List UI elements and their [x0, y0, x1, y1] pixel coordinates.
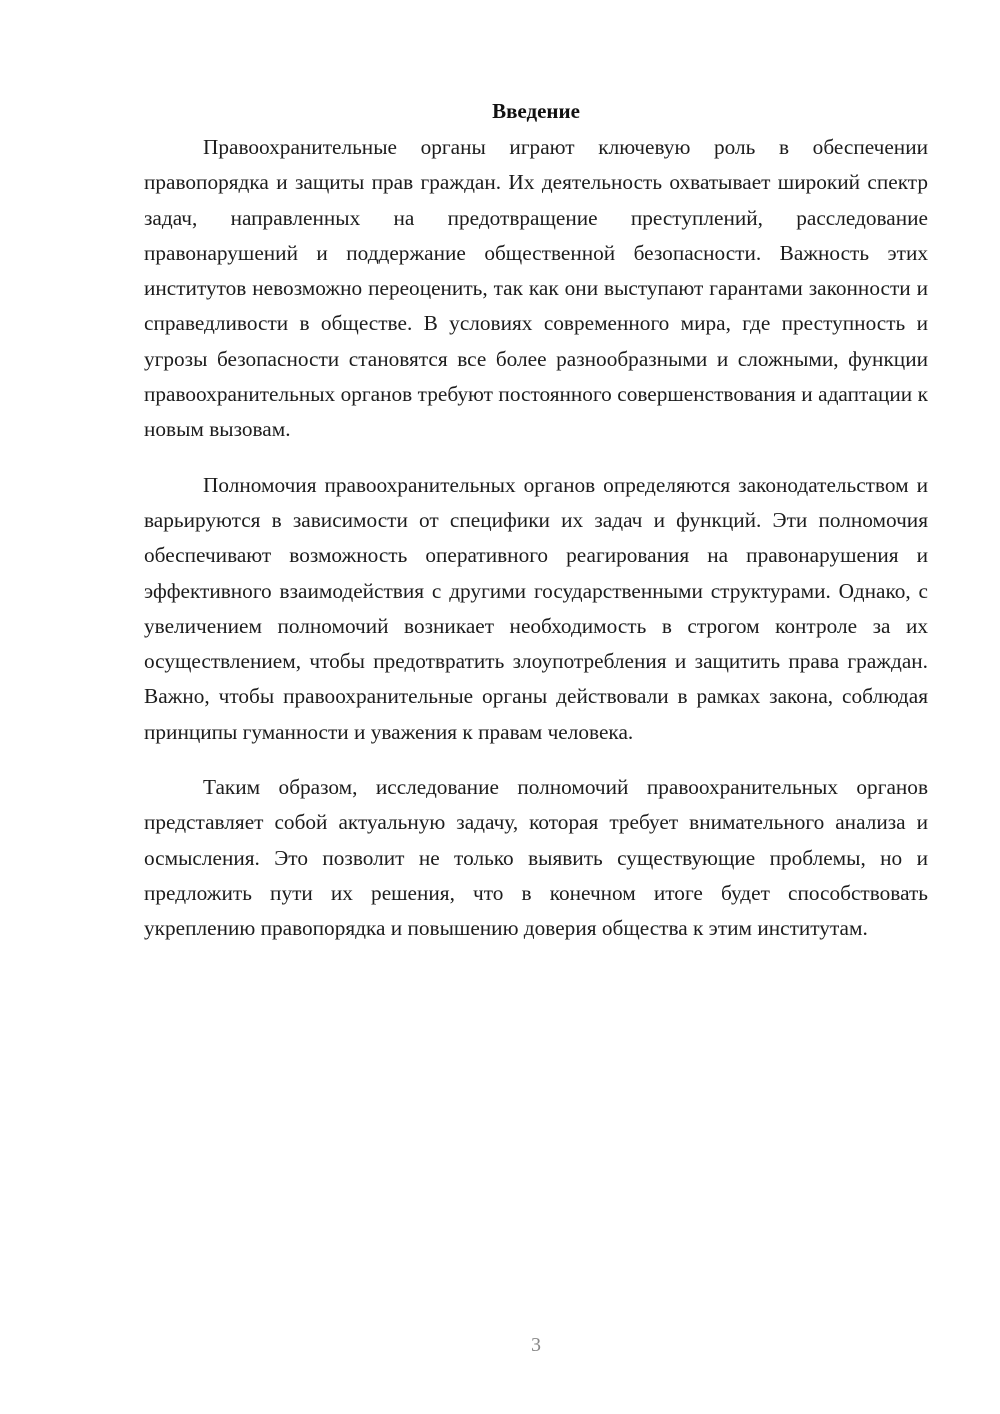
- page-content: [144, 96, 928, 947]
- section-title: Введение: [492, 99, 580, 123]
- paragraph-2: Полномочия правоохранительных органов определяются законодательством и варьируются в зависимости от специфики их задач и функций. Эти полномочия обеспечивают возможность оперативного реагирования на правонарушения и эффективного взаимодействия с другими государственными структурами. Однако, с увеличением полномочий возникает необходимость в строгом контроле за их осуществлением, чтобы предотвратить злоупотребления и защитить права граждан. Важно, чтобы правоохранительные органы действовали в рамках закона, соблюдая принципы гуманности и уважения к правам человека.: [144, 472, 928, 744]
- page-number: 3: [531, 1334, 541, 1356]
- paragraph-1: Правоохранительные органы играют ключевую роль в обеспечении правопорядка и защиты прав граждан. Их деятельность охватывает широкий спектр задач, направленных на предотвращение преступлений, расследование правонарушений и поддержание общественной безопасности. Важность этих институтов невозможно переоценить, так как они выступают гарантами законности и справедливости в обществе. В условиях современного мира, где преступность и угрозы безопасности становятся все более разнообразными и сложными, функции правоохранительных органов требуют постоянного совершенствования и адаптации к новым вызовам.: [144, 135, 928, 442]
- paragraph-3: Таким образом, исследование полномочий правоохранительных органов представляет собой актуальную задачу, которая требует внимательного анализа и осмысления. Это позволит не только выявить существующие проблемы, но и предложить пути их решения, что в конечном итоге будет способствовать укреплению правопорядка и повышению доверия общества к этим институтам.: [144, 775, 928, 941]
